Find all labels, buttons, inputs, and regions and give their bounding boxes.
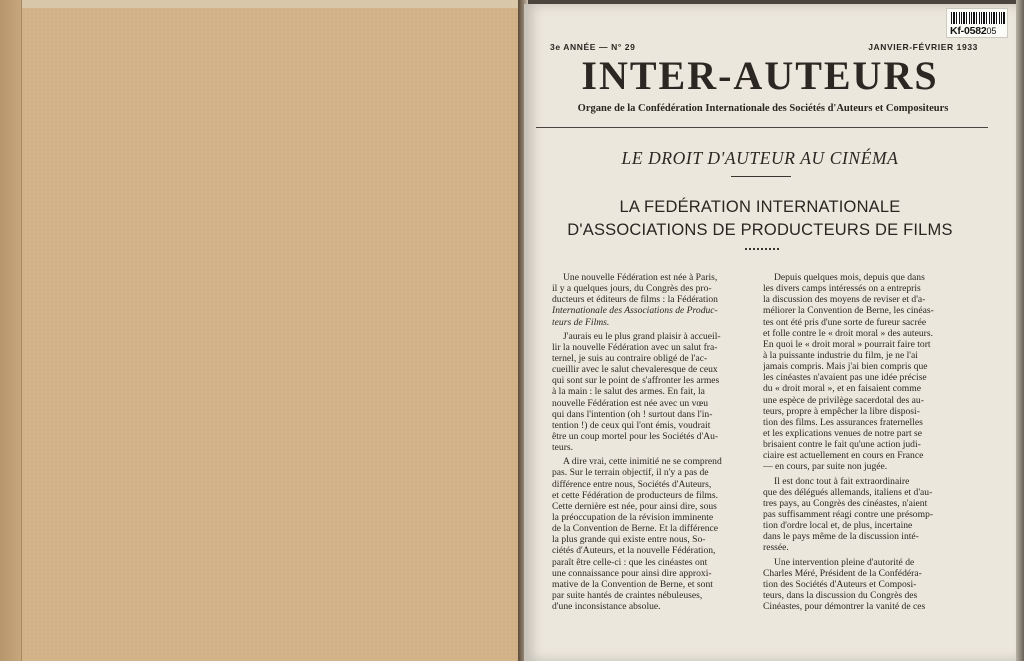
issue-date: JANVIER-FÉVRIER 1933: [868, 42, 978, 52]
article-text-line: Depuis quelques mois, depuis que dans: [774, 272, 925, 283]
article-text-line: être un coup mortel pour les Sociétés d'Au-: [552, 430, 719, 442]
article-text-line: tes ont été pris d'une sorte de fureur sacrée: [763, 316, 927, 328]
section-divider: [731, 176, 791, 177]
article-text-line: cueillir avec le salut chevaleresque de ceux: [552, 364, 718, 376]
article-text-line: de la Convention de Berne. Et la différence: [552, 523, 719, 535]
article-text-line: jamais compris. Mais j'ai bien compris que: [763, 361, 928, 373]
article-text-line: tention !) de ceux qui l'ont émis, voudrait: [552, 419, 711, 431]
article-text-line: Cinéastes, pour démontrer la vanité de ces: [763, 601, 926, 613]
article-text-line: Internationale des Associations de Produc-: [552, 305, 718, 317]
article-text-line: les divers camps intéressés on a entrepris: [763, 283, 921, 295]
article-text-line: méliorer la Convention de Berne, les cinéas-: [763, 305, 934, 317]
article-text-line: teurs de Films.: [552, 316, 610, 328]
article-text-line: une connaissance pour ainsi dire approxi-: [552, 567, 712, 579]
article-text-line: et les explications venues de notre part se: [763, 427, 923, 439]
article-text-line: nouvelle Fédération est née avec un vœu: [552, 397, 709, 409]
article-column-right: [763, 272, 981, 612]
article-text-line: — en cours, par suite non jugée.: [763, 461, 888, 473]
article-text-line: par suite hantés de craintes nébuleuses,: [552, 589, 703, 601]
article-text-line: à la main : le salut des armes. En fait, la: [552, 386, 705, 398]
article-text-line: ressée.: [763, 542, 789, 554]
barcode-icon: [951, 12, 1005, 24]
article-text-line: et cette Fédération de producteurs de films.: [552, 489, 718, 501]
library-barcode-label: [946, 8, 1008, 38]
article-text-line: teurs, propre à empêcher la libre disposi-: [763, 405, 920, 417]
article-text-line: à la puissante industrie du film, je ne l'ai: [763, 349, 918, 361]
section-title: LE DROIT D'AUTEUR AU CINÉMA: [621, 148, 899, 168]
article-text-line: ternel, je suis au contraire obligé de l'ac-: [552, 352, 708, 364]
article-text-line: pas suffisamment réagi contre une présomp-: [763, 508, 934, 520]
article-text-line: En quoi le « droit moral » pourrait faire tort: [763, 338, 931, 350]
article-text-line: tion des Sociétés d'Auteurs et Composi-: [763, 578, 917, 590]
article-text-line: la préoccupation de la révision imminente: [552, 511, 714, 523]
article-text-line: les cinéastes n'avaient pas une idée précise: [763, 372, 927, 384]
headline-line-2: D'ASSOCIATIONS DE PRODUCTEURS DE FILMS: [567, 221, 953, 239]
article-text-line: Charles Méré, Président de la Confédéra-: [763, 567, 922, 579]
article-text-line: tion des films. Les assurances fraternelles: [763, 416, 923, 428]
article-headline: [540, 196, 980, 242]
barcode-suffix: 05: [986, 26, 997, 36]
article-text-line: qui dans l'intention (oh ! surtout dans l'in-: [552, 408, 713, 420]
article-text-line: d'une inconsistance absolue.: [552, 601, 661, 613]
blank-endpaper-page: [22, 8, 520, 661]
page-edge: [1016, 0, 1024, 661]
article-text-line: ciaire est actuellement en cours en France: [763, 450, 924, 462]
article-text-line: paraît être celle-ci : que les cinéastes ont: [552, 556, 708, 568]
article-text-line: Il est donc tout à fait extraordinaire: [774, 475, 910, 487]
journal-masthead: INTER-AUTEURS: [581, 53, 939, 98]
headline-line-1: LA FEDÉRATION INTERNATIONALE: [619, 198, 901, 216]
headline-dotted-rule: [745, 248, 781, 250]
article-column-left: [552, 272, 772, 612]
issue-number: 3e ANNÉE — N° 29: [550, 42, 636, 52]
article-text-line: dans le pays même de la discussion inté-: [763, 531, 919, 543]
article-text-line: que des délégués allemands, italiens et d'au-: [763, 486, 933, 498]
article-text-line: tion d'ordre local et, de plus, incertaine: [763, 520, 913, 532]
article-text-line: la plus grande qui existe entre nous, So-: [552, 534, 706, 546]
article-text-line: une espèce de privilège sacerdotal des au-: [763, 394, 924, 406]
article-text-line: teurs, dans la discussion du Congrès des: [763, 589, 918, 601]
endpaper-top-strip: [22, 0, 522, 8]
article-text-line: brisaient contre le fait qu'une action judi-: [763, 439, 921, 451]
barcode-code: [950, 25, 1008, 37]
article-text-line: tres pays, au Congrès des cinéastes, n'aient: [763, 497, 928, 509]
article-text-line: du « droit moral », et en faisaient comme: [763, 383, 921, 395]
article-text-line: il y a quelques jours, du Congrès des pro-: [552, 283, 712, 295]
article-text-line: J'aurais eu le plus grand plaisir à accueil-: [563, 330, 721, 342]
book-cover-edge: [0, 0, 22, 661]
article-text-line: pas. Sur le terrain objectif, il n'y a pas de: [552, 467, 709, 479]
article-text-line: qui sont sur le point de s'affronter les armes: [552, 375, 720, 387]
article-text-line: A dire vrai, cette inimitié ne se comprend: [563, 456, 722, 468]
article-text-line: lir la nouvelle Fédération avec un salut fra-: [552, 341, 718, 353]
article-text-line: différence entre nous, Sociétés d'Auteurs,: [552, 478, 712, 490]
article-text-line: mative de la Convention de Berne, et sont: [552, 578, 713, 590]
article-text-line: Une intervention pleine d'autorité de: [774, 556, 915, 568]
article-text-line: ciétés d'Auteurs, et la nouvelle Fédération,: [552, 545, 716, 557]
journal-subtitle: Organe de la Confédération Internationale des Sociétés d'Auteurs et Compositeurs: [577, 103, 949, 114]
article-text-line: la discussion des moyens de reviser et d'a-: [763, 294, 926, 306]
article-text-line: teurs.: [552, 442, 574, 454]
header-divider: [536, 127, 988, 128]
article-text-line: Une nouvelle Fédération est née à Paris,: [563, 272, 718, 283]
article-text-line: et folle contre le « droit moral » des auteurs.: [763, 327, 933, 339]
article-text-line: Cette dernière est née, pour ainsi dire, sous: [552, 500, 717, 512]
barcode-number: Kf-0582: [950, 25, 987, 37]
article-text-line: ducteurs et éditeurs de films : la Fédération: [552, 294, 718, 306]
